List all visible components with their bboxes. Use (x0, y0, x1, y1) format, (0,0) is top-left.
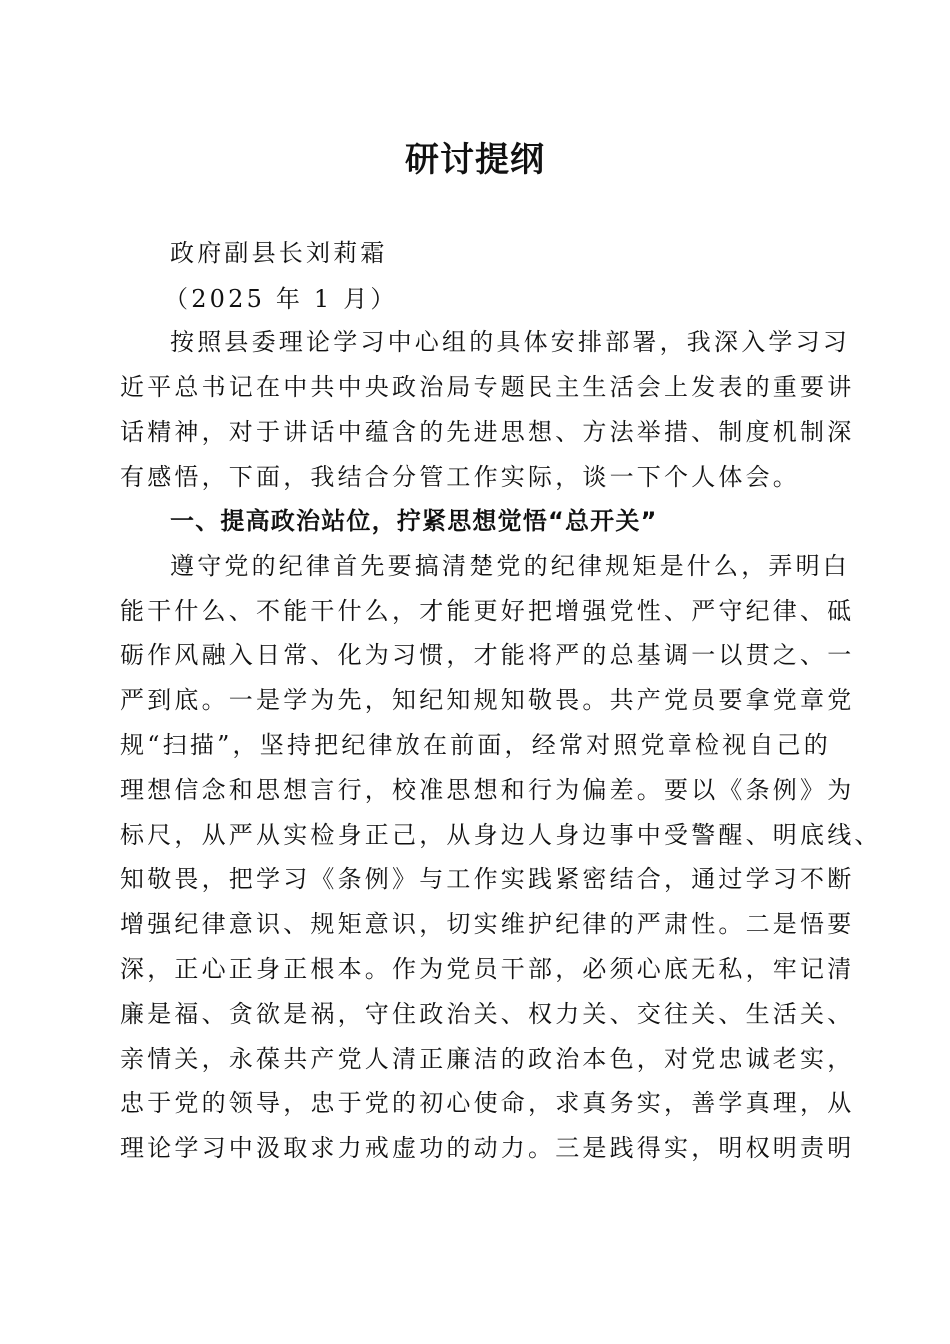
body-line: 规“扫描”，坚持把纪律放在前面，经常对照党章检视自己的 (120, 731, 831, 759)
body-line: 理论学习中汲取求力戒虚功的动力。三是践得实，明权明责明 (120, 1134, 855, 1162)
body-line: 标尺，从严从实检身正己，从身边人身边事中受警醒、明底线、 (120, 821, 882, 849)
body-line: 深，正心正身正根本。作为党员干部，必须心底无私，牢记清 (120, 955, 855, 983)
author-line: 政府副县长刘莉霜 (170, 239, 388, 267)
body-line: 遵守党的纪律首先要搞清楚党的纪律规矩是什么，弄明白 (170, 552, 850, 580)
body-line: 增强纪律意识、规矩意识，切实维护纪律的严肃性。二是悟要 (120, 910, 855, 938)
body-line: 能干什么、不能干什么，才能更好把增强党性、严守纪律、砥 (120, 597, 855, 625)
body-line: 忠于党的领导，忠于党的初心使命，求真务实，善学真理，从 (120, 1089, 855, 1117)
document-title: 研讨提纲 (405, 140, 545, 180)
intro-line: 有感悟，下面，我结合分管工作实际，谈一下个人体会。 (120, 463, 800, 491)
intro-line: 按照县委理论学习中心组的具体安排部署，我深入学习习 (170, 328, 850, 356)
date-line: （2025 年 1 月） (164, 285, 398, 313)
intro-line: 话精神，对于讲话中蕴含的先进思想、方法举措、制度机制深 (120, 418, 855, 446)
section-heading: 一、提高政治站位，拧紧思想觉悟“总开关” (170, 507, 658, 535)
intro-line: 近平总书记在中共中央政治局专题民主生活会上发表的重要讲 (120, 373, 855, 401)
body-line: 亲情关，永葆共产党人清正廉洁的政治本色，对党忠诚老实， (120, 1045, 855, 1073)
body-line: 知敬畏，把学习《条例》与工作实践紧密结合，通过学习不断 (120, 865, 855, 893)
body-line: 严到底。一是学为先，知纪知规知敬畏。共产党员要拿党章党 (120, 686, 855, 714)
body-line: 砺作风融入日常、化为习惯，才能将严的总基调一以贯之、一 (120, 641, 855, 669)
body-line: 理想信念和思想言行，校准思想和行为偏差。要以《条例》为 (120, 776, 855, 804)
body-line: 廉是福、贪欲是祸，守住政治关、权力关、交往关、生活关、 (120, 1000, 855, 1028)
